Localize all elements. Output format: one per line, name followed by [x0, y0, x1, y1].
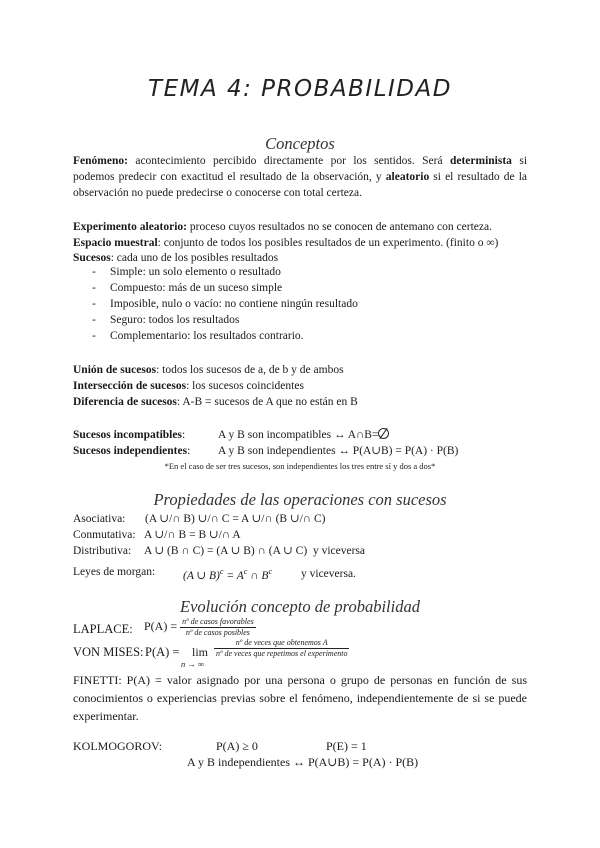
- sucesos-text: : cada uno de los posibles resultados: [110, 252, 279, 264]
- experimento-line: [73, 219, 492, 235]
- incompatibles-text: A y B son incompatibles ↔ A∩B=: [218, 429, 379, 441]
- independientes-line: [73, 443, 190, 459]
- sucesos-term: Sucesos: [73, 252, 111, 264]
- finetti-paragraph: FINETTI: P(A) = valor asignado por una persona o grupo de personas en función de sus conocimientos o experiencias previas sobre el fenómeno, independientemente de si se puede experimentar.: [73, 673, 527, 723]
- list-item-text: Imposible, nulo o vacío: no contiene ningún resultado: [110, 298, 358, 310]
- section-heading-conceptos: Conceptos: [265, 134, 335, 153]
- espacio-line: [73, 235, 498, 251]
- incompatibles-term: Sucesos incompatibles: [73, 429, 182, 441]
- morgan-eq: = A: [223, 569, 244, 582]
- list-item: - Imposible, nulo o vacío: no contiene ningún resultado: [92, 298, 358, 310]
- laplace-numerator: nº de casos favorables: [182, 616, 254, 626]
- sucesos-line: [73, 250, 278, 266]
- laplace-p: P(A) =: [144, 619, 178, 633]
- experimento-term: Experimento aleatorio:: [73, 221, 188, 233]
- vonmises-lim: lim: [192, 645, 209, 659]
- distributiva-tail: y viceversa: [312, 545, 365, 557]
- asociativa-formula: (A ∪/∩ B) ∪/∩ C = A ∪/∩ (B ∪/∩ C): [145, 513, 326, 525]
- distributiva-formula-text: A ∪ (B ∩ C) = (A ∪ B) ∩ (A ∪ C): [144, 545, 308, 557]
- kolmogorov-axiom-2: P(E) = 1: [326, 739, 367, 753]
- kolmogorov-axiom-1: P(A) ≥ 0: [216, 739, 258, 753]
- incompatibles-sep: :: [181, 429, 186, 441]
- diferencia-text: : A-B = sucesos de A que no están en B: [176, 396, 358, 408]
- list-item-text: Complementario: los resultados contrario.: [110, 330, 304, 342]
- laplace-label: LAPLACE:: [73, 622, 133, 636]
- independientes-formula: A y B son independientes ↔ P(A∪B) = P(A) · P(B): [218, 445, 459, 457]
- section-heading-propiedades: Propiedades de las operaciones con sucesos: [153, 490, 447, 509]
- vonmises-fraction: [214, 638, 349, 659]
- morgan-lhs: (A ∪ B): [183, 569, 220, 582]
- diferencia-line: [73, 394, 358, 410]
- vonmises-numerator: nº de veces que obtenemos A: [214, 638, 349, 649]
- laplace-formula: [144, 616, 256, 638]
- vonmises-label: VON MISES:: [73, 645, 144, 659]
- interseccion-text: : los sucesos coincidentes: [186, 380, 304, 392]
- experimento-text: proceso cuyos resultados no se conocen de antemano con certeza.: [187, 221, 492, 233]
- note: *En el caso de ser tres sucesos, son independientes los tres entre sí y dos a dos*: [164, 461, 436, 471]
- incompatibles-line: [73, 427, 185, 443]
- laplace-denominator: nº de casos posibles: [185, 627, 250, 637]
- list-item: - Compuesto: más de un suceso simple: [92, 282, 283, 294]
- distributiva-formula: [144, 543, 365, 559]
- page-title: TEMA 4: PROBABILIDAD: [148, 76, 452, 102]
- distributiva-label: Distributiva:: [73, 545, 132, 557]
- fenomeno-text-1: acontecimiento percibido directamente por los sentidos. Será: [127, 155, 450, 167]
- vonmises-fraction-wrap: [214, 638, 349, 659]
- kolmogorov-axiom-3: A y B independientes ↔ P(A∪B) = P(A) · P(B): [187, 755, 419, 769]
- morgan-formula: [183, 564, 272, 584]
- morgan-sup-2: c: [243, 567, 248, 576]
- list-item: - Seguro: todos los resultados: [92, 314, 240, 326]
- vonmises-lim-sub: n → ∞: [181, 659, 205, 669]
- vonmises-p: P(A) =: [145, 645, 180, 659]
- independientes-term: Sucesos independientes: [73, 445, 188, 457]
- aleatorio-term: aleatorio: [385, 171, 430, 183]
- morgan-sup-3: c: [268, 567, 272, 576]
- laplace-fraction: [180, 617, 256, 638]
- union-line: [73, 362, 344, 378]
- espacio-term: Espacio muestral: [73, 237, 158, 249]
- empty-set-icon: [378, 428, 389, 439]
- vonmises-denominator: nº de veces que repetimos el experimento: [216, 649, 348, 658]
- list-item-text: Compuesto: más de un suceso simple: [110, 282, 283, 294]
- morgan-cap: ∩ B: [247, 569, 269, 582]
- fenomeno-paragraph: [73, 153, 527, 201]
- determinista-term: determinista: [449, 155, 512, 167]
- interseccion-line: [73, 378, 304, 394]
- morgan-tail: y viceversa.: [301, 568, 356, 580]
- interseccion-term: Intersección de sucesos: [73, 380, 187, 392]
- asociativa-label: Asociativa:: [73, 513, 126, 525]
- incompatibles-formula: [218, 427, 389, 443]
- espacio-text: : conjunto de todos los posibles resultados de un experimento. (finito o ∞): [157, 237, 499, 249]
- union-text: : todos los sucesos de a, de b y de ambos: [156, 364, 344, 376]
- diferencia-term: Diferencia de sucesos: [73, 396, 177, 408]
- list-item: - Complementario: los resultados contrario.: [92, 330, 304, 342]
- morgan-label: Leyes de morgan:: [73, 566, 156, 578]
- fenomeno-term: Fenómeno:: [73, 155, 128, 167]
- conmutativa-label: Conmutativa:: [73, 529, 136, 541]
- fenomeno-text-2: si podemos predecir con exactitud el resultado de la observación, y: [73, 155, 528, 183]
- list-item-text: Simple: un solo elemento o resultado: [110, 266, 281, 278]
- independientes-sep: :: [187, 445, 191, 457]
- union-term: Unión de sucesos: [73, 364, 157, 376]
- section-heading-evolucion: Evolución concepto de probabilidad: [180, 597, 420, 616]
- conmutativa-formula: A ∪/∩ B = B ∪/∩ A: [144, 529, 241, 541]
- morgan-sup-1: c: [219, 567, 224, 576]
- list-item-text: Seguro: todos los resultados: [110, 314, 240, 326]
- list-item: - Simple: un solo elemento o resultado: [92, 266, 281, 278]
- fenomeno-text-3: si el resultado de la observación no puede predecirse o conocerse con total certeza.: [73, 171, 527, 199]
- kolmogorov-label: KOLMOGOROV:: [73, 739, 163, 753]
